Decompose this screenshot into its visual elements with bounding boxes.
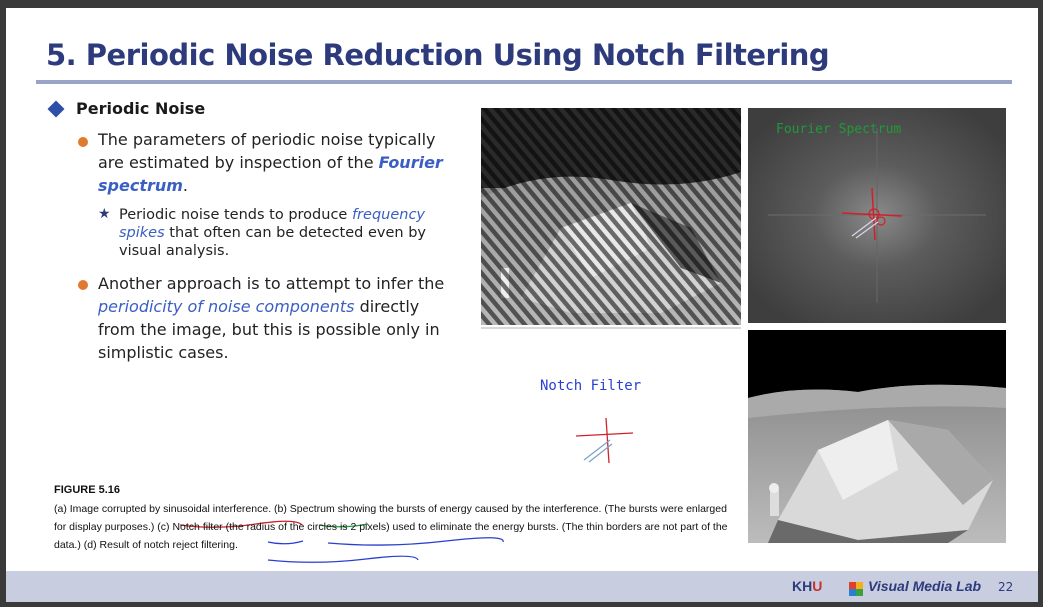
handwritten-notch-filter-note: Notch Filter — [540, 378, 642, 394]
handwritten-fourier-spectrum-note: Fourier Spectrum — [776, 122, 902, 137]
notch-blue-line-1 — [584, 440, 610, 460]
caption-part: . (b) — [268, 503, 290, 515]
spectrum-image-art — [748, 108, 1006, 323]
caption-part: filter ( — [199, 521, 230, 533]
lab-name: Visual Media Lab — [868, 578, 982, 594]
caption-spectrum: Spectrum — [289, 503, 335, 515]
khu-logo-k: K — [792, 578, 803, 594]
corrupted-image-art — [481, 108, 741, 325]
underline-result — [268, 556, 418, 562]
star-bullet-icon: ★ — [98, 206, 111, 222]
caption-result: Result of notch reject filtering — [99, 539, 235, 551]
section-heading: Periodic Noise — [76, 99, 206, 118]
sub-bullet-emphasis: frequency spikes — [119, 207, 425, 241]
sub-bullet-text — [119, 206, 449, 260]
spectrum-image — [748, 108, 1006, 323]
caption-notch: Notch — [172, 521, 200, 533]
caption-sinusoidal: sinusoidal interference — [163, 503, 269, 515]
title-underline — [36, 80, 1012, 84]
caption-part: (a) Image corrupted by — [54, 503, 164, 515]
visual-media-lab-logo-icon — [849, 582, 863, 596]
bullet-2-post: directly from the image, but this is possible only in simplistic cases. — [98, 297, 440, 362]
bullet-2-text — [98, 272, 458, 364]
notch-blue-line-2 — [589, 444, 612, 462]
khu-logo-h: H — [802, 578, 813, 594]
caption-part: ) used to eliminate the energy bursts. (The thin borders are not part of the data.) (d) — [54, 521, 728, 551]
bullet-dot-icon — [78, 137, 88, 147]
bullet-dot-icon — [78, 280, 88, 290]
figure-label: FIGURE 5.16 — [54, 484, 121, 496]
figure-caption — [54, 500, 742, 554]
bullet-2-emphasis: periodicity of noise components — [98, 297, 355, 316]
bullet-1-pre: The parameters of periodic noise typically are estimated by inspection of the — [98, 130, 436, 172]
bullet-2-pre: Another approach is to attempt to infer the — [98, 274, 445, 293]
khu-logo-u: U — [812, 578, 823, 594]
image-divider — [481, 327, 741, 329]
notch-red-horizontal — [576, 433, 633, 436]
notch-red-vertical — [606, 418, 609, 463]
diamond-bullet-icon — [48, 101, 65, 118]
corrupted-image — [481, 108, 741, 325]
notch-result-image-art — [748, 330, 1006, 543]
slide — [6, 8, 1038, 602]
sub-bullet-post: that often can be detected even by visual analysis. — [119, 225, 426, 259]
khu-logo — [792, 578, 822, 594]
caption-radius: the radius of the circles is 2 pixels — [229, 521, 387, 533]
page-number: 22 — [998, 580, 1014, 594]
bullet-1-emphasis: Fourier spectrum — [98, 153, 443, 195]
slide-title: 5. Periodic Noise Reduction Using Notch Filtering — [46, 38, 830, 72]
caption-part: showing the bursts of energy caused by the interference. (The bursts were enlarged for display purposes.) (c) — [54, 503, 727, 533]
sub-bullet-pre: Periodic noise tends to produce — [119, 207, 352, 223]
window-top-strip — [0, 0, 1043, 8]
notch-result-image — [748, 330, 1006, 543]
bullet-1-text — [98, 128, 448, 197]
bullet-1-post: . — [182, 176, 189, 195]
caption-part: . — [234, 539, 238, 551]
